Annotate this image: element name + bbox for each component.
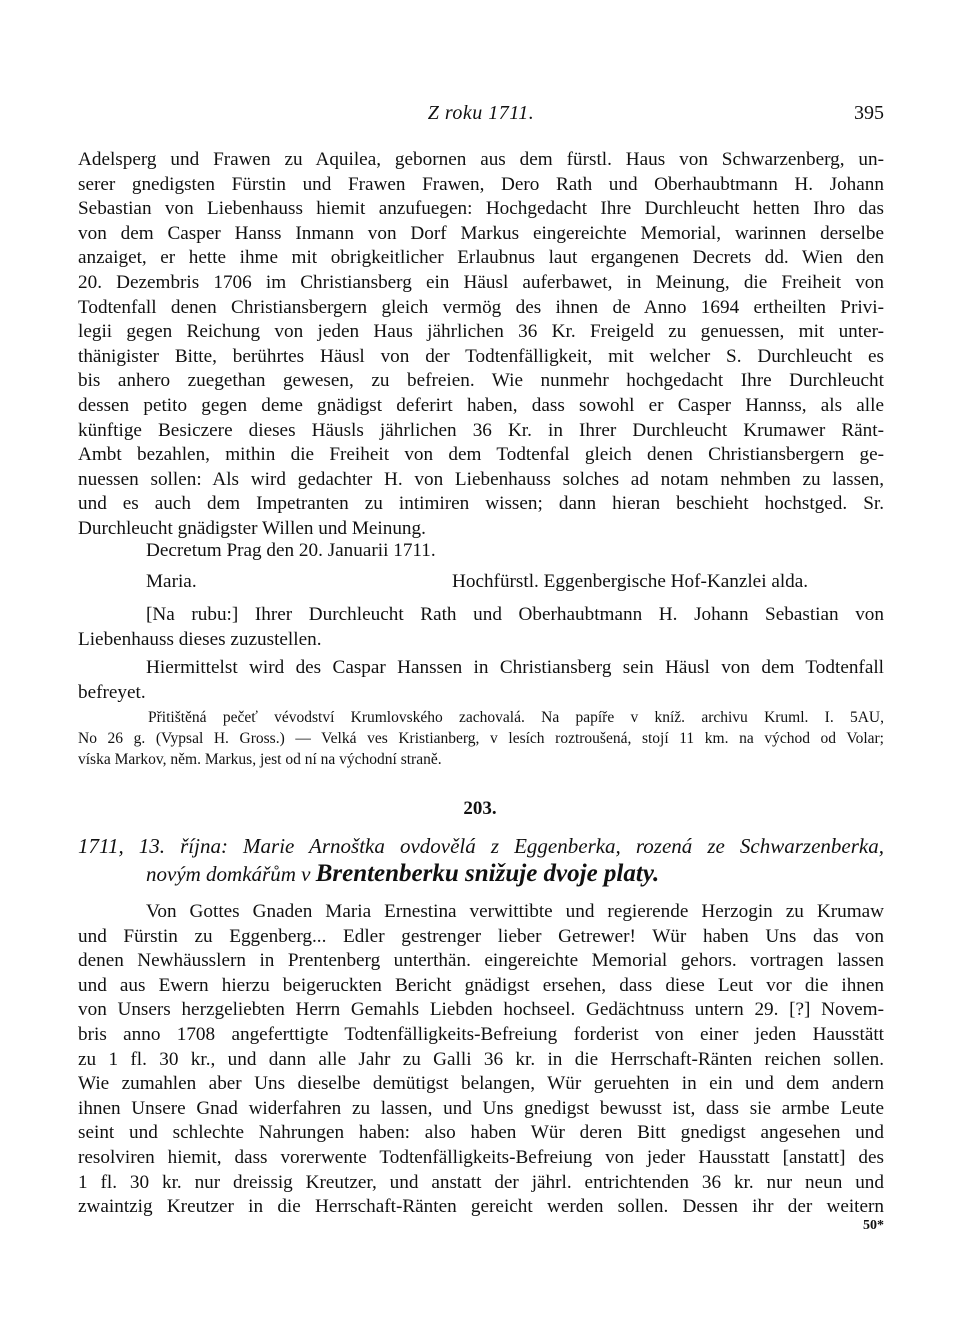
paragraph-line: Wie zumahlen aber Uns dieselbe demütigst belangen, Wür geruehten in ein und dem andern bbox=[78, 1073, 884, 1095]
footnote bbox=[78, 707, 884, 770]
page-number: 395 bbox=[854, 102, 884, 124]
paragraph-line: 20. Dezembris 1706 im Christiansberg ein Häusl auferbawet, in Meinung, die Freiheit von bbox=[78, 271, 884, 293]
signatory-right: Hochfürstl. Eggenbergische Hof-Kanzlei alda. bbox=[452, 571, 809, 592]
address-note bbox=[78, 603, 884, 652]
endorsement-line: Hiermittelst wird des Caspar Hanssen in Christiansberg sein Häusl von dem Todtenfall bbox=[146, 657, 884, 678]
dateline: Decretum Prag den 20. Januarii 1711. bbox=[146, 540, 436, 561]
paragraph-line: bis anhero zuegethan gewesen, zu befreien. Wie nunmehr hochgedacht Ihre Durchleucht bbox=[78, 370, 884, 392]
paragraph-line: von dem Casper Hanss Inmann von Dorf Markus eingereichte Memorial, warinnen derselbe bbox=[78, 222, 884, 244]
paragraph-line: resolviren hiemit, dass vorerwente Todtenfälligkeits-Befreiung von jeder Hausstatt [anstatt] des bbox=[78, 1146, 884, 1168]
paragraph-line: seint und schlechte Nahrungen haben: also haben Wür deren Bitt gnedigst angesehen und bbox=[78, 1122, 884, 1144]
paragraph-line: serer gnedigsten Fürstin und Frawen Frawen, Dero Rath und Oberhaubtmann H. Johann bbox=[78, 173, 884, 195]
paragraph-line: und Fürstin zu Eggenberg... Edler gestrenger lieber Getrewer! Wür haben Uns das von bbox=[78, 925, 884, 947]
paragraph-line: denen Newhäusslern in Prentenberg unterthän. eingereichte Memorial gehors. vortragen lassen bbox=[78, 950, 884, 972]
paragraph-line: zu 1 fl. 30 kr., und dann alle Jahr zu Galli 36 kr. in die Herrschaft-Ränten reichen sollen. bbox=[78, 1048, 884, 1070]
main-paragraph bbox=[78, 900, 884, 1220]
document-number: 203. bbox=[463, 798, 497, 819]
paragraph-line: künftige Besiczere dieses Häusls jährlichen 36 Kr. in Ihrer Durchleucht Krumawer Ränt- bbox=[78, 419, 884, 441]
heading-line-2-prefix: novým domkářům v bbox=[146, 862, 316, 886]
paragraph-line: und es auch dem Impetranten zu intimiren wissen; dann hieran beschieht hochstged. Sr. bbox=[78, 493, 884, 515]
paragraph-line: zwaintzig Kreutzer in die Herrschaft-Ränten gereicht werden sollen. Dessen ihr der weitern bbox=[78, 1196, 884, 1218]
paragraph-line: Von Gottes Gnaden Maria Ernestina verwittibte und regierende Herzogin zu Krumaw bbox=[146, 901, 884, 922]
running-head-title: Z roku 1711. bbox=[427, 102, 535, 124]
paragraph-line: nuessen sollen: Als wird gedachter H. von Liebenhauss solches ad notam nehmben zu lassen, bbox=[78, 468, 884, 490]
paragraph-line: anzaiget, er hette ihme mit obrigkeitlicher Erlaubnus laut ergangenen Decrets dd. Wien den bbox=[78, 247, 884, 269]
paragraph-line: ihnen Unsere Gnad widerfahren zu lassen, und Uns gnedigst bewusst ist, dass sie armbe Leute bbox=[78, 1097, 884, 1119]
paragraph-line: Todtenfall denen Christiansbergern gleich vermög des ihnen de Anno 1694 ertheilten Privi- bbox=[78, 296, 884, 318]
footnote-line: No 26 g. (Vypsal H. Gross.) — Velká ves Kristianberg, v lesích roztroušená, stojí 11 km. na východ od Volar; bbox=[78, 730, 884, 747]
heading-line-2-bold: Brentenberku snižuje dvoje platy. bbox=[315, 860, 660, 887]
paragraph-line: thänigister Bitte, berührtes Häusl von der Todtenfälligkeit, mit welcher S. Durchleucht es bbox=[78, 345, 884, 367]
document-heading bbox=[78, 832, 884, 888]
top-paragraph bbox=[78, 148, 884, 542]
address-line: Liebenhauss dieses zuzustellen. bbox=[78, 628, 322, 650]
running-head bbox=[78, 102, 884, 132]
address-line: [Na rubu:] Ihrer Durchleucht Rath und Oberhaubtmann H. Johann Sebastian von bbox=[146, 604, 884, 625]
paragraph-line: von Unsers herzgeliebten Herrn Gemahls Liebden hochseel. Gedächtnuss untern 29. [?] Novem- bbox=[78, 999, 884, 1021]
heading-line-1: 1711, 13. října: Marie Arnoštka ovdovělá z Eggenberka, rozená ze Schwarzenberka, bbox=[78, 834, 884, 858]
paragraph-line: legii gegen Reichung von jeden Haus jährlichen 36 Kr. Freigeld zu genuessen, mit unter- bbox=[78, 321, 884, 343]
paragraph-line: Adelsperg und Frawen zu Aquilea, gebornen aus dem fürstl. Haus von Schwarzenberg, un- bbox=[78, 149, 884, 170]
paragraph-line: 1 fl. 30 kr. nur dreissig Kreutzer, und anstatt der jährl. entrichtenden 36 kr. nur neun und bbox=[78, 1171, 884, 1193]
paragraph-line: bris anno 1708 angeferttigte Todtenfälligkeits-Befreiung forderist von einer jeden Hausstätt bbox=[78, 1023, 884, 1045]
endorsement bbox=[78, 656, 884, 705]
paragraph-line: Durchleucht gnädigster Willen und Meinung. bbox=[78, 517, 426, 539]
paragraph-line: Sebastian von Liebenhauss hiemit anzufuegen: Hochgedacht Ihre Durchleucht hetten Ihro das bbox=[78, 198, 884, 220]
paragraph-line: Ambt bezahlen, mithin die Freiheit von dem Todtenfal gleich denen Christiansbergern ge- bbox=[78, 444, 884, 466]
signature-mark: 50* bbox=[863, 1218, 884, 1233]
footnote-line: víska Markov, něm. Markus, jest od ní na východní straně. bbox=[78, 751, 442, 768]
paragraph-line: dessen petito gegen deme gnädigst deferirt haben, dass sowohl er Casper Hannss, als alle bbox=[78, 394, 884, 416]
endorsement-line: befreyet. bbox=[78, 681, 146, 703]
paragraph-line: und aus Ewern hierzu beigeruckten Bericht gnädigst ersehen, dass diese Leut vor die ihnen bbox=[78, 974, 884, 996]
signatory-left: Maria. bbox=[146, 571, 197, 592]
heading-line-2 bbox=[78, 860, 884, 888]
footnote-line: Přitištěná pečeť vévodství Krumlovského zachovalá. Na papíře v kníž. archivu Kruml. I. 5AU, bbox=[148, 709, 884, 726]
